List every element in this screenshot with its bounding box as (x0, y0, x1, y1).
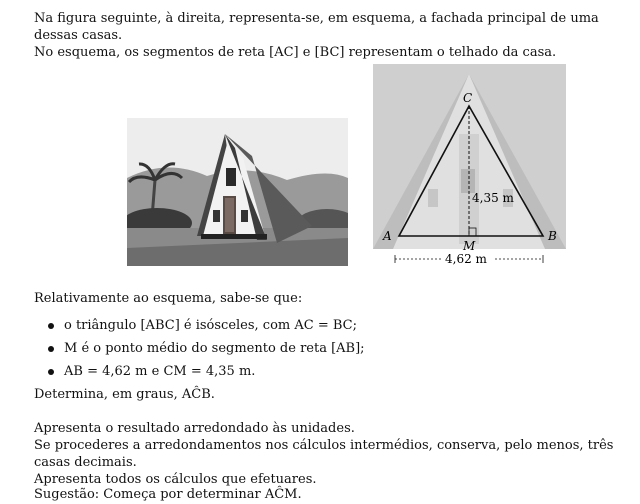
bullet-icon (48, 369, 54, 375)
instructions-text (34, 420, 640, 488)
label-b: B (548, 229, 557, 243)
intro-text (34, 10, 640, 61)
intro-line-2: No esquema, os segmentos de reta [AC] e [BC] representam o telhado da casa. (34, 45, 557, 60)
list-item (48, 360, 365, 383)
bullet-text-1: o triângulo [ABC] é isósceles, com AC = BC; (64, 318, 357, 333)
list-item (48, 314, 365, 337)
task-text (34, 386, 215, 403)
context-text (34, 290, 302, 307)
task: Determina, em graus, AĈB. (34, 387, 215, 402)
house-photo (127, 118, 348, 266)
base-label: 4,62 m (445, 252, 487, 266)
bullet-text-2: M é o ponto médio do segmento de reta [AB]; (64, 341, 365, 356)
label-a: A (383, 229, 392, 243)
instruction-3: Apresenta todos os cálculos que efetuares. (34, 472, 317, 487)
hint: Sugestão: Começa por determinar AĈM. (34, 487, 302, 502)
height-label: 4,35 m (472, 191, 514, 205)
bullet-icon (48, 346, 54, 352)
facade-diagram (373, 64, 566, 266)
instruction-2: Se procederes a arredondamentos nos cálculos intermédios, conserva, pelo menos, três casas decimais. (34, 438, 614, 470)
list-item (48, 337, 365, 360)
hint-text (34, 486, 302, 503)
intro-line-1: Na figura seguinte, à direita, representa-se, em esquema, a fachada principal de uma dessas casas. (34, 11, 599, 43)
label-m: M (463, 239, 476, 253)
label-c: C (463, 91, 473, 105)
bullet-text-3: AB = 4,62 m e CM = 4,35 m. (64, 364, 256, 379)
instruction-1: Apresenta o resultado arredondado às unidades. (34, 421, 355, 436)
bullet-icon (48, 323, 54, 329)
given-list (48, 314, 365, 383)
intro2: Relativamente ao esquema, sabe-se que: (34, 291, 303, 306)
